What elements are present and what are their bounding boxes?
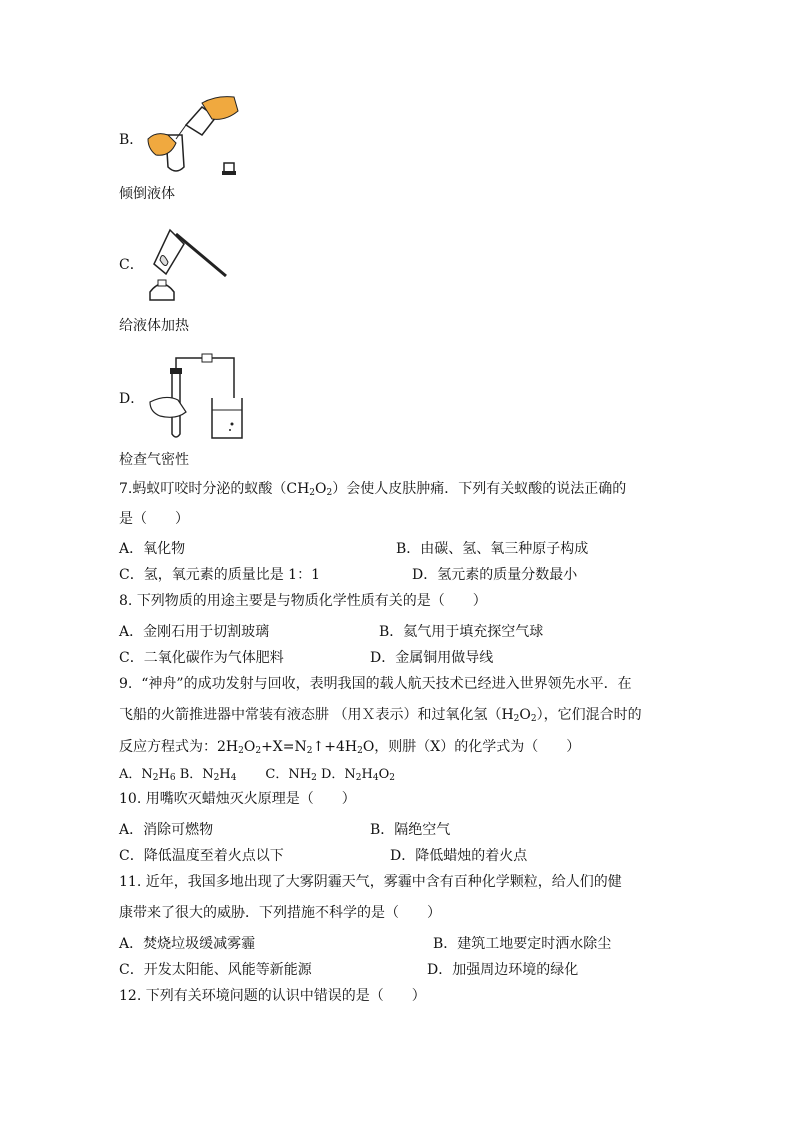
question-10-option-c: C．降低温度至着火点以下 bbox=[119, 848, 284, 864]
option-c-letter: C． bbox=[119, 257, 144, 273]
option-c-caption: 给液体加热 bbox=[119, 318, 189, 334]
question-11-option-a: A．焚烧垃圾缓减雾霾 bbox=[119, 936, 256, 952]
question-7-sub1: 2 bbox=[309, 488, 316, 498]
question-7-option-b: B．由碳、氢、氧三种原子构成 bbox=[396, 541, 589, 557]
question-7-stem-line2: 是（ ） bbox=[119, 511, 189, 527]
pouring-liquid-figure bbox=[146, 95, 242, 181]
question-10-stem bbox=[119, 790, 356, 808]
question-12-text: 下列有关环境问题的认识中错误的是（ ） bbox=[145, 988, 426, 1004]
option-d-letter: D． bbox=[119, 391, 145, 407]
question-9-text-3e: O，则肼（X）的化学式为（ ） bbox=[362, 739, 581, 755]
question-11-stem-line2: 康带来了很大的威胁．下列措施不科学的是（ ） bbox=[119, 905, 441, 921]
question-9-text-3a: 反应方程式为：2H bbox=[119, 739, 239, 755]
question-7-option-a: A．氧化物 bbox=[119, 541, 186, 557]
question-8-option-c: C．二氧化碳作为气体肥料 bbox=[119, 650, 284, 666]
airtightness-check-figure bbox=[146, 350, 246, 442]
question-11-stem-line1 bbox=[119, 873, 622, 891]
question-7-text-b: O bbox=[315, 481, 327, 497]
option-b-caption: 倾倒液体 bbox=[119, 186, 175, 202]
question-7-option-d: D．氢元素的质量分数最小 bbox=[412, 567, 578, 583]
question-9-text-1: “神舟”的成功发射与回收，表明我国的载人航天技术已经进入世界领先水平．在 bbox=[141, 676, 632, 692]
option-b-letter: B． bbox=[119, 132, 144, 148]
option-d-caption: 检查气密性 bbox=[119, 452, 189, 468]
question-12-stem bbox=[119, 987, 426, 1005]
question-9-text-2a: 飞船的火箭推进器中常装有液态肼 （用Ｘ表示）和过氧化氢（H bbox=[119, 707, 514, 723]
question-8-option-d: D．金属铜用做导线 bbox=[370, 650, 494, 666]
question-10-option-a: A．消除可燃物 bbox=[119, 822, 214, 838]
question-9-text-2b: O bbox=[519, 707, 531, 723]
question-9-number: 9. bbox=[119, 676, 133, 692]
question-9-text-3b: O bbox=[243, 739, 256, 755]
question-7-stem-line1 bbox=[119, 480, 626, 498]
question-9-sub: 2 bbox=[306, 746, 313, 756]
question-9-stem-line3 bbox=[119, 738, 580, 756]
question-9-sub: 2 bbox=[513, 714, 520, 724]
question-11-option-d: D．加强周边环境的绿化 bbox=[427, 962, 579, 978]
question-9-sub: 2 bbox=[530, 714, 537, 724]
question-9-option-d: D．$N_2H_4O_2$ bbox=[320, 767, 395, 783]
question-11-option-c: C．开发太阳能、风能等新能源 bbox=[119, 962, 312, 978]
question-10-option-d: D．降低蜡烛的着火点 bbox=[390, 848, 528, 864]
question-8-option-b: B．氦气用于填充探空气球 bbox=[379, 624, 544, 640]
question-7-text-c: ）会使人皮肤肿痛．下列有关蚁酸的说法正确的 bbox=[332, 481, 627, 497]
question-11-text-1: 近年，我国多地出现了大雾阴霾天气，雾霾中含有百种化学颗粒，给人们的健 bbox=[145, 874, 622, 890]
question-8-option-a: A．金刚石用于切割玻璃 bbox=[119, 624, 270, 640]
question-8-text: 下列物质的用途主要是与物质化学性质有关的是（ ） bbox=[136, 593, 487, 609]
question-7-option-c: C．氢，氧元素的质量比是 1：1 bbox=[119, 567, 320, 583]
question-11-number: 11. bbox=[119, 874, 142, 890]
question-11-option-b: B．建筑工地要定时洒水除尘 bbox=[433, 936, 612, 952]
question-9-option-b: B．$N_2H_4$ bbox=[179, 767, 237, 783]
question-9-sub: 2 bbox=[238, 746, 244, 756]
question-9-options bbox=[119, 766, 395, 784]
question-10-option-b: B．隔绝空气 bbox=[370, 822, 451, 838]
question-9-text-3c: +X=N bbox=[261, 739, 307, 755]
question-9-sub: 2 bbox=[255, 746, 262, 756]
question-7-text-a: 蚂蚁叮咬时分泌的蚁酸（CH bbox=[132, 481, 310, 497]
question-9-stem-line2 bbox=[119, 706, 642, 724]
question-9-stem-line1 bbox=[119, 675, 632, 693]
question-7-number: 7. bbox=[119, 481, 133, 497]
question-9-text-2c: ），它们混合时的 bbox=[536, 707, 642, 723]
question-12-number: 12. bbox=[119, 988, 142, 1004]
question-9-option-a: A．$N_2H_6$ bbox=[119, 767, 176, 783]
question-8-number: 8. bbox=[119, 593, 133, 609]
question-9-option-c: C．$NH_2$ bbox=[265, 767, 317, 783]
question-8-stem bbox=[119, 592, 487, 610]
question-9-sub: 2 bbox=[357, 746, 363, 756]
question-10-number: 10. bbox=[119, 791, 142, 807]
question-10-text: 用嘴吹灭蜡烛灭火原理是（ ） bbox=[145, 791, 356, 807]
question-7-sub2: 2 bbox=[326, 488, 333, 498]
heating-liquid-figure bbox=[146, 220, 232, 306]
question-9-text-3d: ↑+4H bbox=[312, 739, 358, 755]
